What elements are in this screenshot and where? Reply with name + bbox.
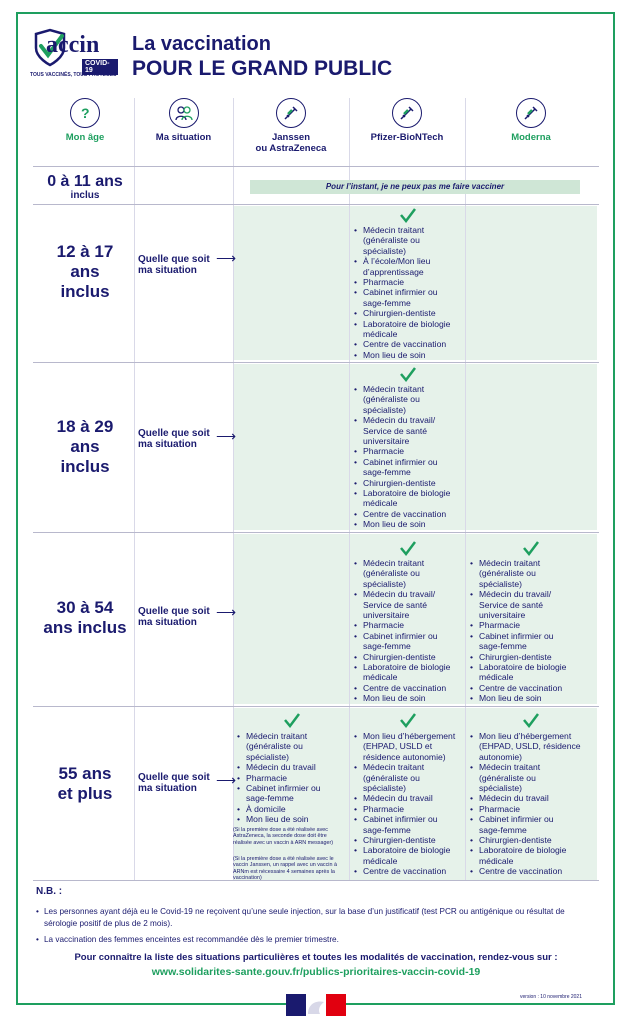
- logo-covid-badge: COVID-19: [82, 59, 118, 75]
- list-item: • Mon lieu d’hébergement: [470, 731, 581, 741]
- list-item: • Pharmacie: [470, 804, 581, 814]
- pfizer-list-30-54: [354, 558, 450, 704]
- list-item: • Pharmacie: [470, 620, 566, 630]
- list-item: • À l’école/Mon lieu: [354, 256, 450, 266]
- list-item: • Médecin traitant: [237, 731, 321, 741]
- list-item: [354, 394, 450, 404]
- svg-text:?: ?: [81, 105, 90, 121]
- list-item: [354, 672, 450, 682]
- situation-label: Quelle que soit: [138, 772, 210, 783]
- pfizer-list-12-17: [354, 225, 450, 360]
- janssen-list-55-plus: [237, 731, 321, 825]
- age-12-17: [36, 242, 134, 302]
- list-item: • Médecin traitant: [470, 558, 566, 568]
- checkmark-icon: [399, 540, 417, 556]
- list-item: • Mon lieu de soin: [354, 693, 450, 703]
- age-18-29: [36, 417, 134, 477]
- list-text: d’apprentissage: [363, 266, 424, 277]
- situation-55-plus: [138, 772, 210, 794]
- list-item: [470, 641, 566, 651]
- list-item: [470, 825, 581, 835]
- list-item: [470, 610, 566, 620]
- logo-word: accin: [46, 32, 100, 58]
- header-age: [36, 98, 134, 164]
- age-0-11: [36, 174, 134, 201]
- list-item: • Laboratoire de biologie: [354, 488, 450, 498]
- list-text: spécialiste): [363, 578, 406, 589]
- moderna-list-30-54: [470, 558, 566, 704]
- list-item: [470, 856, 581, 866]
- list-item: [354, 498, 450, 508]
- vaccin-covid-logo: [28, 28, 118, 78]
- list-item: • Laboratoire de biologie: [470, 662, 566, 672]
- row-divider: [33, 204, 599, 205]
- list-text: Service de santé: [363, 425, 428, 436]
- list-text: sage-femme: [479, 641, 527, 652]
- list-item: • Médecin du travail: [470, 793, 581, 803]
- situation-30-54: [138, 606, 210, 628]
- list-item: • Pharmacie: [354, 277, 450, 287]
- age-label: 30 à 54: [56, 598, 114, 617]
- header-pfizer-label: Pfizer-BioNTech: [370, 132, 444, 143]
- col-divider: [233, 98, 234, 880]
- list-item: • Cabinet infirmier ou: [354, 631, 450, 641]
- list-item: [354, 773, 455, 783]
- checkmark-icon: [522, 540, 540, 556]
- list-item: [237, 752, 321, 762]
- header-pfizer: [349, 98, 465, 164]
- list-item: • Médecin traitant: [354, 384, 450, 394]
- version-date: version : 10 novembre 2021: [520, 994, 582, 1000]
- list-text: médicale: [363, 672, 398, 683]
- header-age-label: Mon âge: [65, 132, 105, 143]
- col-divider: [134, 98, 135, 880]
- header-janssen-label-1: Janssen: [271, 132, 311, 143]
- list-item: • Centre de vaccination: [354, 509, 450, 519]
- list-text: (généraliste ou: [363, 772, 420, 783]
- list-item: [354, 641, 450, 651]
- list-item: • Laboratoire de biologie: [354, 319, 450, 329]
- list-item: • Chirurgien-dentiste: [354, 652, 450, 662]
- pfizer-list-55-plus: [354, 731, 455, 877]
- list-item: • Centre de vaccination: [470, 866, 581, 876]
- syringe-icon: [516, 98, 546, 128]
- list-text: spécialiste): [479, 783, 522, 794]
- situation-18-29: [138, 428, 210, 450]
- age-label: ans inclus: [43, 618, 127, 637]
- age-label: 18 à 29: [56, 417, 114, 436]
- list-item: • Cabinet infirmier ou: [354, 457, 450, 467]
- age-label: inclus: [70, 190, 100, 201]
- list-item: [470, 752, 581, 762]
- list-text: spécialiste): [363, 404, 406, 415]
- arrow-right-icon: ⟶: [216, 604, 237, 620]
- list-item: [354, 752, 455, 762]
- list-item: • Centre de vaccination: [354, 683, 450, 693]
- page-title-line2: POUR LE GRAND PUBLIC: [132, 57, 393, 80]
- age-label: inclus: [60, 282, 110, 301]
- janssen-note: (Si la première dose a été réalisée avec le vaccin Janssen, un rappel avec un vaccin à ARNm est nécessaire 4 semaines après la vaccination): [233, 856, 337, 882]
- list-item: • Médecin traitant: [354, 762, 455, 772]
- list-item: [470, 672, 566, 682]
- list-item: [354, 246, 450, 256]
- row-divider: [33, 706, 599, 707]
- list-text: sage-femme: [246, 793, 294, 804]
- list-item: • Centre de vaccination: [354, 866, 455, 876]
- header-janssen-label-2: ou AstraZeneca: [255, 143, 327, 154]
- age-label: ans: [70, 437, 100, 456]
- astrazeneca-note: (Si la première dose a été réalisée avec AstraZeneca, la seconde dose doit être réalisée avec un vaccin à ARN messager): [233, 827, 334, 846]
- checkmark-icon: [283, 712, 301, 728]
- list-text: (EHPAD, USLD, résidence: [479, 741, 581, 752]
- list-item: [354, 267, 450, 277]
- list-text: (généraliste ou: [479, 568, 536, 579]
- list-item: [237, 793, 321, 803]
- checkmark-icon: [522, 712, 540, 728]
- list-item: [470, 600, 566, 610]
- list-text: (généraliste ou: [363, 235, 420, 246]
- list-text: médicale: [363, 498, 398, 509]
- col-divider: [465, 98, 466, 880]
- list-text: sage-femme: [363, 641, 411, 652]
- list-text: sage-femme: [363, 824, 411, 835]
- logo-tagline: TOUS VACCINÉS, TOUS PROTÉGÉS: [30, 72, 117, 78]
- list-item: [237, 741, 321, 751]
- list-text: médicale: [479, 672, 514, 683]
- situation-label: Quelle que soit: [138, 254, 210, 265]
- list-item: [354, 610, 450, 620]
- list-text: spécialiste): [363, 783, 406, 794]
- row-divider: [33, 532, 599, 533]
- list-item: • Pharmacie: [354, 446, 450, 456]
- header-moderna-label: Moderna: [511, 132, 551, 143]
- list-item: • Médecin du travail/: [354, 415, 450, 425]
- arrow-right-icon: ⟶: [216, 250, 237, 266]
- nb-label: N.B. :: [36, 886, 63, 897]
- list-item: • Centre de vaccination: [354, 339, 450, 349]
- list-item: • Centre de vaccination: [470, 683, 566, 693]
- list-text: Service de santé: [363, 599, 428, 610]
- list-item: • Cabinet infirmier ou: [237, 783, 321, 793]
- list-item: [470, 773, 581, 783]
- people-icon: [169, 98, 199, 128]
- syringe-icon: [392, 98, 422, 128]
- age-30-54: [36, 598, 134, 638]
- nb-item-covid: • Les personnes ayant déjà eu le Covid-19 ne reçoivent qu’une seule injection, sur la base d’un justificatif (test PCR ou antigénique ou résultat de sérologie positif de plus de 2 mois).: [36, 906, 596, 930]
- age-label: inclus: [60, 457, 110, 476]
- list-item: [354, 856, 455, 866]
- list-item: • Cabinet infirmier ou: [354, 814, 455, 824]
- question-head-icon: [70, 98, 100, 128]
- list-text: sage-femme: [363, 297, 411, 308]
- list-item: • Médecin traitant: [354, 558, 450, 568]
- list-item: [354, 825, 455, 835]
- list-item: • Chirurgien-dentiste: [470, 652, 566, 662]
- list-item: • Cabinet infirmier ou: [354, 287, 450, 297]
- list-text: (généraliste ou: [363, 568, 420, 579]
- list-text: médicale: [363, 855, 398, 866]
- row-divider: [33, 362, 599, 363]
- list-item: • Pharmacie: [354, 804, 455, 814]
- list-text: sage-femme: [479, 824, 527, 835]
- row-divider: [33, 166, 599, 167]
- list-item: • Médecin du travail: [354, 793, 455, 803]
- header-situation: [134, 98, 233, 164]
- list-item: [354, 405, 450, 415]
- age-55-plus: [36, 764, 134, 804]
- list-item: • Laboratoire de biologie: [354, 845, 455, 855]
- list-item: [354, 741, 455, 751]
- checkmark-icon: [399, 366, 417, 382]
- list-item: • Laboratoire de biologie: [470, 845, 581, 855]
- list-text: médicale: [363, 329, 398, 340]
- list-item: [354, 436, 450, 446]
- arrow-right-icon: ⟶: [216, 428, 237, 444]
- age-label: ans: [70, 262, 100, 281]
- list-item: [354, 329, 450, 339]
- list-text: autonomie): [479, 751, 522, 762]
- list-text: spécialiste): [479, 578, 522, 589]
- header-janssen: [233, 98, 349, 164]
- syringe-icon: [276, 98, 306, 128]
- list-item: • À domicile: [237, 804, 321, 814]
- list-text: spécialiste): [363, 245, 406, 256]
- list-item: [354, 298, 450, 308]
- list-item: [354, 467, 450, 477]
- list-text: universitaire: [363, 436, 410, 447]
- list-item: [354, 579, 450, 589]
- list-text: Service de santé: [479, 599, 544, 610]
- list-item: • Médecin du travail: [237, 762, 321, 772]
- nb-item-pregnancy: • La vaccination des femmes enceintes est recommandée dès le premier trimestre.: [36, 934, 596, 946]
- list-item: [354, 600, 450, 610]
- situation-label: ma situation: [138, 439, 197, 450]
- list-item: [354, 426, 450, 436]
- col-divider: [349, 98, 350, 880]
- list-item: [354, 568, 450, 578]
- list-text: universitaire: [479, 610, 526, 621]
- checkmark-icon: [399, 207, 417, 223]
- age-label: et plus: [57, 784, 113, 803]
- list-text: (EHPAD, USLD et: [363, 741, 433, 752]
- list-item: [354, 235, 450, 245]
- list-item: • Médecin traitant: [470, 762, 581, 772]
- age-label: 55 ans: [58, 764, 112, 783]
- list-item: [470, 579, 566, 589]
- list-item: • Chirurgien-dentiste: [470, 835, 581, 845]
- header-moderna: [465, 98, 597, 164]
- list-item: • Médecin du travail/: [354, 589, 450, 599]
- list-item: • Chirurgien-dentiste: [354, 835, 455, 845]
- situation-label: Quelle que soit: [138, 428, 210, 439]
- list-item: [470, 568, 566, 578]
- age-label: 12 à 17: [56, 242, 114, 261]
- list-item: • Chirurgien-dentiste: [354, 308, 450, 318]
- list-item: • Mon lieu de soin: [470, 693, 566, 703]
- situation-label: Quelle que soit: [138, 606, 210, 617]
- list-item: [470, 741, 581, 751]
- list-text: (généraliste ou: [246, 741, 303, 752]
- list-item: • Cabinet infirmier ou: [470, 631, 566, 641]
- situation-label: ma situation: [138, 617, 197, 628]
- list-item: [470, 783, 581, 793]
- list-item: [354, 783, 455, 793]
- list-item: • Pharmacie: [237, 773, 321, 783]
- list-text: résidence autonomie): [363, 751, 446, 762]
- list-text: sage-femme: [363, 467, 411, 478]
- list-item: • Chirurgien-dentiste: [354, 478, 450, 488]
- arrow-right-icon: ⟶: [216, 772, 237, 788]
- list-text: (généraliste ou: [479, 772, 536, 783]
- not-eligible-banner: Pour l’instant, je ne peux pas me faire vacciner: [250, 180, 580, 194]
- moderna-list-55-plus: [470, 731, 581, 877]
- list-item: • Pharmacie: [354, 620, 450, 630]
- list-item: • Mon lieu de soin: [354, 519, 450, 529]
- list-item: • Médecin traitant: [354, 225, 450, 235]
- marianne-flag-logo: [286, 994, 346, 1016]
- header-situation-label: Ma situation: [155, 132, 212, 143]
- list-item: • Cabinet infirmier ou: [470, 814, 581, 824]
- list-text: médicale: [479, 855, 514, 866]
- situation-12-17: [138, 254, 210, 276]
- page-title-line1: La vaccination: [132, 33, 271, 55]
- list-text: spécialiste): [246, 751, 289, 762]
- checkmark-icon: [399, 712, 417, 728]
- age-label: 0 à 11 ans: [47, 173, 123, 190]
- situation-label: ma situation: [138, 783, 197, 794]
- situation-label: ma situation: [138, 265, 197, 276]
- pfizer-list-18-29: [354, 384, 450, 530]
- footer-instruction: Pour connaître la liste des situations particulières et toutes les modalités de vaccination, rendez-vous sur :: [74, 952, 558, 963]
- list-item: • Mon lieu d’hébergement: [354, 731, 455, 741]
- list-item: • Laboratoire de biologie: [354, 662, 450, 672]
- list-text: universitaire: [363, 610, 410, 621]
- footer-url-link[interactable]: www.solidarites-sante.gouv.fr/publics-prioritaires-vaccin-covid-19: [151, 966, 481, 978]
- list-item: • Médecin du travail/: [470, 589, 566, 599]
- list-item: • Mon lieu de soin: [354, 350, 450, 360]
- list-text: (généraliste ou: [363, 394, 420, 405]
- list-item: • Mon lieu de soin: [237, 814, 321, 824]
